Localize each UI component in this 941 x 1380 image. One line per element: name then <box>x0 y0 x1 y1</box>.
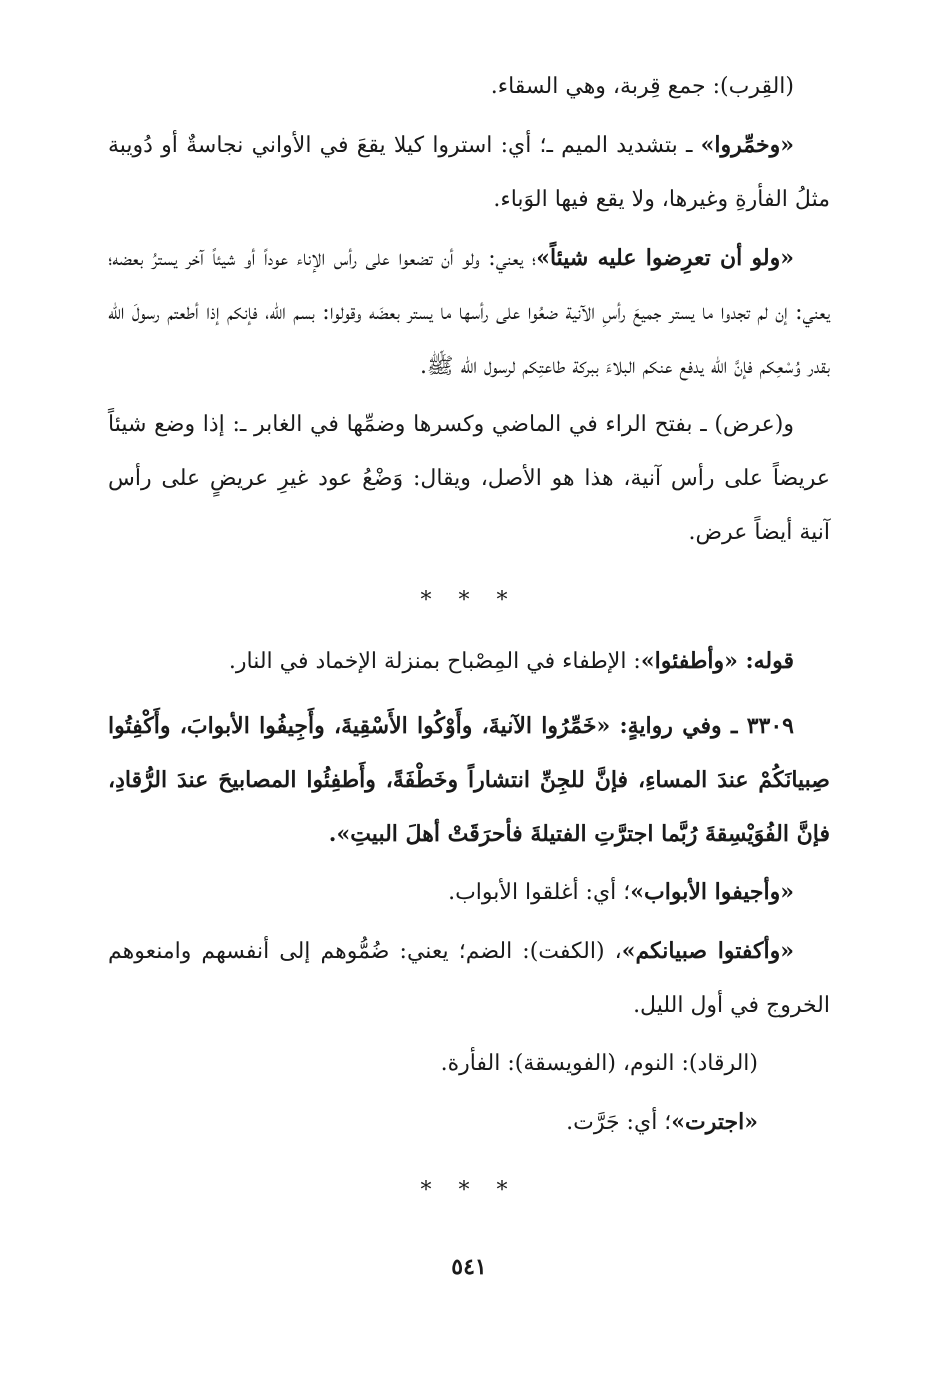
section-divider-stars: * * * <box>420 588 518 613</box>
paragraph-ajifu <box>108 865 830 920</box>
term-taridu: «ولو أن تعرِضوا عليه شيئاً» <box>536 245 794 271</box>
paragraph-ruqad: (الرقاد): النوم، (الفويسقة): الفأرة. <box>440 1051 758 1076</box>
page-number: ٥٤١ <box>451 1254 487 1280</box>
term-ijtarrat: «اجترت» <box>671 1109 758 1135</box>
explanation-atfiu: : الإطفاء في المِصْباح بمنزلة الإخماد في النار. <box>228 649 641 674</box>
paragraph-khammiru <box>108 118 830 227</box>
paragraph-atfiu <box>108 634 830 689</box>
page-body <box>108 60 830 1294</box>
paragraph-akfitu <box>108 924 830 1033</box>
term-khammiru: «وخمِّروا» <box>700 132 794 158</box>
term-akfitu: «وأكفتوا صبيانكم» <box>621 938 794 964</box>
paragraph-qirab: (القِرب): جمع قِربة، وهي السقاء. <box>490 74 794 99</box>
explanation-akfitu: ، (الكفت): الضم؛ يعني: ضُمُّوهم إلى أنفسهم وامنعوهم الخروج في أول الليل. <box>108 939 830 1018</box>
explanation-ajifu: ؛ أي: أغلقوا الأبواب. <box>448 880 631 905</box>
paragraph-arad: و(عرض) ـ بفتح الراء في الماضي وكسرها وضمِّها في الغابر ـ: إذا وضع شيئاً عريضاً على رأس آنية، هذا هو الأصل، ويقال: وَضْعُ عود غيرِ عريضٍ على رأس آنية أيضاً عرض. <box>108 412 830 545</box>
term-ajifu: «وأجيفوا الأبواب» <box>630 879 794 905</box>
section-divider-stars-2: * * * <box>420 1178 518 1203</box>
paragraph-taridu <box>108 231 830 394</box>
paragraph-ijtarrat <box>108 1095 830 1150</box>
term-atfiu: قوله: «وأطفئوا» <box>640 648 794 674</box>
explanation-ijtarrat: ؛ أي: جَرَّت. <box>566 1110 672 1135</box>
explanation-taridu: ؛ يعني: ولو أن تضعوا على رأس الإناء عوداً أو شيئاً آخر يسترُ بعضه؛ يعني: إن لم تجدوا ما يستر جميعَ رأسِ الآنية ضعُوا على رأسها ما يستر بعضَه وقولوا: بسم الله، فإنكم إذا أطعتم رسولَ الله بقدر وُسْعِكم فإنَّ الله يدفع عنكم البلاءَ ببركة طاعتِكم لرسول الله ﷺ. <box>108 246 830 379</box>
explanation-khammiru: ـ بتشديد الميم ـ؛ أي: استروا كيلا يقعَ في الأواني نجاسةٌ أو دُويبة مثلُ الفأرةِ وغيرها، ولا يقع فيها الوَباء. <box>108 133 830 212</box>
hadith-3309: ٣٣٠٩ ـ وفي روايةٍ: «خَمِّرُوا الآنيةَ، وأَوْكُوا الأَسْقِيةَ، وأَجِيفُوا الأبوابَ، وأَكْفِتُوا صِبيانَكُمْ عندَ المساءِ، فإنَّ للجِنِّ انتشاراً وخَطْفَةً، وأَطفِئُوا المصابيحَ عندَ الرُّقادِ، فإنَّ الفُوَيْسِقةَ رُبَّما اجترَّتِ الفتيلةَ فأحرَقَتْ أهلَ البيتِ». <box>108 713 830 847</box>
